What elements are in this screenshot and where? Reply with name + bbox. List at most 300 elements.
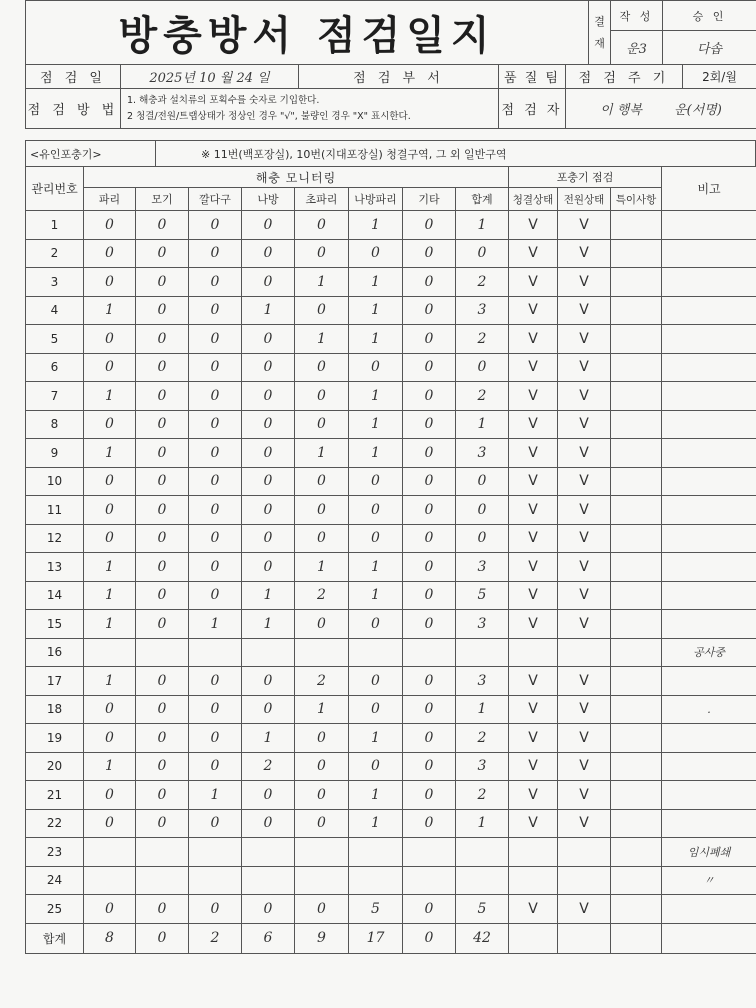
count-cell: 0 (189, 496, 242, 525)
inspection-table (25, 166, 756, 954)
count-cell: 0 (349, 524, 403, 553)
row-id: 22 (26, 809, 84, 838)
clean-status-cell: V (509, 724, 558, 753)
count-cell: 1 (349, 296, 403, 325)
power-status-cell: V (558, 895, 611, 924)
count-cell: 0 (189, 524, 242, 553)
count-cell: 0 (136, 667, 189, 696)
special-status-cell (611, 524, 662, 553)
row-id: 14 (26, 581, 84, 610)
count-cell (295, 638, 349, 667)
count-cell: 0 (403, 268, 456, 297)
remark-cell: . (662, 695, 756, 724)
count-cell: 0 (136, 752, 189, 781)
count-cell: 0 (295, 211, 349, 240)
count-cell: 0 (242, 382, 295, 411)
count-cell: 0 (84, 524, 136, 553)
count-cell: 0 (403, 895, 456, 924)
remark-cell (662, 781, 756, 810)
row-id: 7 (26, 382, 84, 411)
author-signature: 운3 (611, 31, 663, 65)
table-row (26, 268, 756, 297)
note-left: <유인포충기> (26, 141, 156, 167)
total-cell: 0 (136, 923, 189, 953)
count-cell: 0 (136, 353, 189, 382)
count-cell: 0 (136, 239, 189, 268)
count-cell: 0 (84, 268, 136, 297)
count-cell: 0 (403, 239, 456, 268)
count-cell: 3 (456, 439, 509, 468)
table-row (26, 325, 756, 354)
count-cell: 0 (349, 353, 403, 382)
table-row (26, 382, 756, 411)
table-row (26, 211, 756, 240)
special-status-cell (611, 838, 662, 867)
count-cell (242, 838, 295, 867)
clean-status-cell: V (509, 296, 558, 325)
count-cell: 0 (189, 382, 242, 411)
method-line-1: 1. 해충과 설치류의 포획수를 숫자로 기입한다. (127, 94, 320, 106)
count-cell: 0 (136, 439, 189, 468)
count-cell: 1 (189, 610, 242, 639)
remark-cell: 임시폐쇄 (662, 838, 756, 867)
total-cell: 17 (349, 923, 403, 953)
special-status-cell (611, 382, 662, 411)
row-id: 13 (26, 553, 84, 582)
column-header-row (26, 188, 756, 211)
row-id: 17 (26, 667, 84, 696)
method-line-2: 2 청결/전원/트랩상태가 정상인 경우 "√", 불량인 경우 "X" 표시한다. (127, 110, 411, 122)
special-status-cell (611, 667, 662, 696)
power-status-cell: V (558, 610, 611, 639)
total-empty-cell (662, 923, 756, 953)
count-cell: 0 (456, 239, 509, 268)
clean-status-cell: V (509, 553, 558, 582)
date-value: 2025년 10 월 24 일 (121, 65, 299, 89)
count-cell: 0 (242, 524, 295, 553)
count-cell: 5 (456, 581, 509, 610)
row-id: 20 (26, 752, 84, 781)
table-row (26, 895, 756, 924)
info-table (25, 64, 756, 129)
special-status-cell (611, 410, 662, 439)
row-id: 12 (26, 524, 84, 553)
count-cell: 1 (456, 809, 509, 838)
count-cell: 1 (456, 211, 509, 240)
table-row (26, 724, 756, 753)
power-status-cell: V (558, 695, 611, 724)
count-cell: 1 (295, 439, 349, 468)
count-cell (403, 838, 456, 867)
dept-value: 품 질 팀 (499, 65, 566, 89)
clean-status-cell: V (509, 439, 558, 468)
power-status-cell: V (558, 410, 611, 439)
inspector-cell (566, 89, 756, 129)
row-id: 15 (26, 610, 84, 639)
monitor-col-header: 합계 (456, 188, 509, 211)
row-id: 11 (26, 496, 84, 525)
total-cell: 9 (295, 923, 349, 953)
power-status-cell (558, 866, 611, 895)
clean-status-cell: V (509, 467, 558, 496)
count-cell: 1 (349, 724, 403, 753)
count-cell: 0 (242, 268, 295, 297)
power-status-cell: V (558, 667, 611, 696)
power-status-cell: V (558, 296, 611, 325)
count-cell (295, 866, 349, 895)
special-status-cell (611, 553, 662, 582)
trap-col-header: 특이사항 (611, 188, 662, 211)
count-cell (349, 838, 403, 867)
special-status-cell (611, 467, 662, 496)
count-cell: 0 (295, 239, 349, 268)
count-cell: 3 (456, 752, 509, 781)
special-status-cell (611, 211, 662, 240)
count-cell: 0 (456, 353, 509, 382)
clean-status-cell: V (509, 895, 558, 924)
table-row (26, 638, 756, 667)
count-cell: 0 (349, 667, 403, 696)
inspector-signature: 운(서명) (674, 103, 722, 118)
special-status-cell (611, 353, 662, 382)
count-cell: 0 (136, 581, 189, 610)
row-id: 25 (26, 895, 84, 924)
count-cell: 0 (189, 239, 242, 268)
count-cell (84, 866, 136, 895)
count-cell: 0 (84, 496, 136, 525)
remark-cell (662, 724, 756, 753)
count-cell: 1 (84, 382, 136, 411)
count-cell: 0 (403, 553, 456, 582)
count-cell (136, 866, 189, 895)
count-cell: 0 (295, 809, 349, 838)
count-cell: 0 (84, 809, 136, 838)
table-row (26, 838, 756, 867)
count-cell: 0 (242, 781, 295, 810)
total-empty-cell (611, 923, 662, 953)
clean-status-cell: V (509, 325, 558, 354)
power-status-cell: V (558, 353, 611, 382)
method-label: 점 검 방 법 (26, 89, 121, 129)
count-cell: 0 (242, 553, 295, 582)
count-cell: 0 (403, 410, 456, 439)
count-cell: 0 (242, 467, 295, 496)
count-cell: 0 (403, 809, 456, 838)
count-cell: 0 (295, 496, 349, 525)
count-cell: 1 (84, 553, 136, 582)
special-status-cell (611, 866, 662, 895)
count-cell (403, 866, 456, 895)
header-table (25, 0, 756, 65)
cycle-value: 2회/월 (683, 65, 756, 89)
power-status-cell (558, 638, 611, 667)
power-status-cell: V (558, 553, 611, 582)
count-cell: 0 (84, 410, 136, 439)
count-cell: 0 (136, 296, 189, 325)
count-cell: 0 (295, 353, 349, 382)
count-cell: 2 (456, 781, 509, 810)
table-row (26, 581, 756, 610)
count-cell (84, 638, 136, 667)
special-status-cell (611, 695, 662, 724)
clean-status-cell: V (509, 752, 558, 781)
clean-status-cell: V (509, 496, 558, 525)
power-status-cell: V (558, 325, 611, 354)
count-cell: 5 (456, 895, 509, 924)
special-status-cell (611, 296, 662, 325)
count-cell: 2 (456, 325, 509, 354)
count-cell: 0 (136, 553, 189, 582)
clean-status-cell: V (509, 211, 558, 240)
total-cell: 2 (189, 923, 242, 953)
remark-cell (662, 667, 756, 696)
table-row (26, 809, 756, 838)
clean-status-cell: V (509, 239, 558, 268)
clean-status-cell: V (509, 524, 558, 553)
count-cell: 0 (189, 752, 242, 781)
count-cell: 0 (189, 325, 242, 354)
clean-status-cell (509, 638, 558, 667)
remark-cell (662, 809, 756, 838)
remark-cell (662, 496, 756, 525)
approver-label: 승 인 (663, 1, 756, 31)
count-cell: 0 (295, 524, 349, 553)
count-cell: 0 (349, 496, 403, 525)
count-cell: 1 (84, 667, 136, 696)
clean-status-cell: V (509, 695, 558, 724)
count-cell: 0 (136, 467, 189, 496)
count-cell (136, 638, 189, 667)
count-cell: 0 (403, 781, 456, 810)
count-cell: 0 (136, 724, 189, 753)
count-cell: 1 (349, 211, 403, 240)
trap-col-header: 전원상태 (558, 188, 611, 211)
power-status-cell: V (558, 496, 611, 525)
count-cell: 0 (136, 410, 189, 439)
count-cell: 0 (242, 410, 295, 439)
count-cell: 0 (189, 895, 242, 924)
count-cell: 0 (349, 695, 403, 724)
count-cell: 1 (242, 296, 295, 325)
table-row (26, 439, 756, 468)
count-cell: 0 (295, 610, 349, 639)
table-row (26, 239, 756, 268)
count-cell: 0 (136, 211, 189, 240)
monitor-col-header: 초파리 (295, 188, 349, 211)
special-status-cell (611, 581, 662, 610)
count-cell: 3 (456, 667, 509, 696)
count-cell: 0 (349, 752, 403, 781)
count-cell: 1 (349, 553, 403, 582)
count-cell: 0 (136, 695, 189, 724)
special-status-cell (611, 724, 662, 753)
power-status-cell: V (558, 268, 611, 297)
count-cell: 1 (349, 781, 403, 810)
table-row (26, 752, 756, 781)
approval-label: 결 재 (589, 1, 611, 65)
count-cell: 1 (349, 268, 403, 297)
clean-status-cell: V (509, 382, 558, 411)
count-cell: 1 (242, 724, 295, 753)
count-cell (242, 866, 295, 895)
dept-label: 점 검 부 서 (299, 65, 499, 89)
count-cell: 0 (189, 268, 242, 297)
count-cell (349, 638, 403, 667)
count-cell: 1 (349, 325, 403, 354)
count-cell: 0 (242, 895, 295, 924)
row-id: 9 (26, 439, 84, 468)
remark-cell (662, 382, 756, 411)
count-cell (189, 838, 242, 867)
col-remark-header: 비고 (662, 167, 756, 211)
table-row (26, 553, 756, 582)
count-cell: 0 (84, 724, 136, 753)
count-cell: 0 (295, 752, 349, 781)
count-cell: 1 (456, 410, 509, 439)
count-cell: 0 (136, 382, 189, 411)
row-id: 24 (26, 866, 84, 895)
table-row (26, 353, 756, 382)
row-id: 18 (26, 695, 84, 724)
clean-status-cell: V (509, 353, 558, 382)
table-row (26, 781, 756, 810)
count-cell (136, 838, 189, 867)
count-cell: 0 (403, 496, 456, 525)
clean-status-cell: V (509, 781, 558, 810)
count-cell: 0 (295, 895, 349, 924)
count-cell: 0 (403, 439, 456, 468)
count-cell: 3 (456, 296, 509, 325)
row-id: 1 (26, 211, 84, 240)
total-cell: 8 (84, 923, 136, 953)
count-cell: 0 (136, 895, 189, 924)
count-cell: 0 (189, 695, 242, 724)
trap-group-header: 포충기 점검 (509, 167, 662, 188)
total-empty-cell (509, 923, 558, 953)
power-status-cell: V (558, 581, 611, 610)
clean-status-cell (509, 838, 558, 867)
count-cell: 0 (189, 211, 242, 240)
count-cell: 1 (189, 781, 242, 810)
count-cell: 0 (403, 211, 456, 240)
remark-cell (662, 581, 756, 610)
count-cell: 1 (349, 809, 403, 838)
special-status-cell (611, 325, 662, 354)
count-cell: 2 (456, 268, 509, 297)
power-status-cell: V (558, 781, 611, 810)
count-cell: 0 (456, 496, 509, 525)
count-cell: 1 (295, 695, 349, 724)
total-cell: 42 (456, 923, 509, 953)
count-cell: 0 (136, 325, 189, 354)
count-cell: 0 (84, 695, 136, 724)
row-id: 6 (26, 353, 84, 382)
power-status-cell: V (558, 752, 611, 781)
count-cell: 0 (403, 296, 456, 325)
count-cell: 1 (84, 296, 136, 325)
inspector-name: 이 행복 (600, 103, 642, 118)
remark-cell (662, 296, 756, 325)
count-cell: 2 (295, 667, 349, 696)
remark-cell: 〃 (662, 866, 756, 895)
count-cell: 0 (242, 239, 295, 268)
count-cell: 0 (403, 667, 456, 696)
special-status-cell (611, 610, 662, 639)
power-status-cell: V (558, 724, 611, 753)
count-cell: 0 (136, 809, 189, 838)
remark-cell (662, 524, 756, 553)
monitor-group-header: 해충 모니터링 (84, 167, 509, 188)
count-cell: 0 (189, 581, 242, 610)
power-status-cell: V (558, 524, 611, 553)
remark-cell: 공사중 (662, 638, 756, 667)
remark-cell (662, 239, 756, 268)
power-status-cell: V (558, 239, 611, 268)
table-row (26, 695, 756, 724)
count-cell: 0 (189, 553, 242, 582)
count-cell: 0 (242, 439, 295, 468)
count-cell: 0 (242, 496, 295, 525)
clean-status-cell: V (509, 581, 558, 610)
count-cell: 0 (242, 353, 295, 382)
count-cell: 0 (136, 781, 189, 810)
total-cell: 6 (242, 923, 295, 953)
count-cell: 1 (295, 553, 349, 582)
table-row (26, 467, 756, 496)
clean-status-cell: V (509, 610, 558, 639)
count-cell (189, 866, 242, 895)
power-status-cell (558, 838, 611, 867)
monitor-col-header: 모기 (136, 188, 189, 211)
remark-cell (662, 610, 756, 639)
total-cell: 0 (403, 923, 456, 953)
count-cell: 1 (84, 439, 136, 468)
row-id: 4 (26, 296, 84, 325)
inspection-log-page (25, 0, 756, 1008)
inspector-label: 점 검 자 (499, 89, 566, 129)
count-cell: 0 (242, 809, 295, 838)
count-cell: 0 (403, 325, 456, 354)
table-row (26, 866, 756, 895)
page-title: 방충방서 점검일지 (26, 1, 589, 65)
count-cell: 0 (189, 353, 242, 382)
power-status-cell: V (558, 809, 611, 838)
method-description (121, 89, 499, 129)
row-id: 16 (26, 638, 84, 667)
special-status-cell (611, 781, 662, 810)
count-cell: 0 (84, 895, 136, 924)
note-table (25, 140, 756, 167)
count-cell: 0 (349, 239, 403, 268)
remark-cell (662, 467, 756, 496)
total-label: 합계 (26, 923, 84, 953)
total-empty-cell (558, 923, 611, 953)
count-cell: 0 (403, 752, 456, 781)
special-status-cell (611, 439, 662, 468)
count-cell: 0 (403, 610, 456, 639)
count-cell: 2 (295, 581, 349, 610)
table-body (26, 211, 756, 954)
count-cell: 0 (403, 581, 456, 610)
power-status-cell: V (558, 439, 611, 468)
row-id: 3 (26, 268, 84, 297)
count-cell: 2 (456, 724, 509, 753)
special-status-cell (611, 752, 662, 781)
power-status-cell: V (558, 467, 611, 496)
row-id: 21 (26, 781, 84, 810)
count-cell: 0 (242, 695, 295, 724)
count-cell: 0 (403, 353, 456, 382)
